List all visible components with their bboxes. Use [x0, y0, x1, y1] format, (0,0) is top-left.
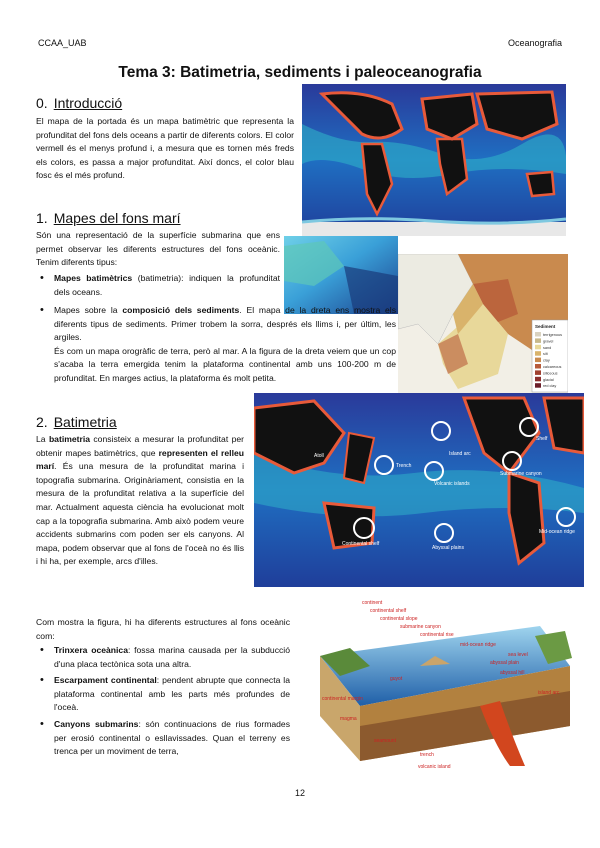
section-number: 1. [36, 210, 48, 226]
bullet-text: Mapes sobre la [54, 305, 123, 315]
bullet-text: : fossa marina causada per la subducció d'una placa tectònica sota una altra. [54, 645, 290, 669]
text-bold: representen el relleu marí [36, 447, 244, 472]
intro-paragraph: El mapa de la portada és un mapa batimètric que representa la profunditat del fons dels oceans a partir de diferents colors. El color vermell és el menys profund i, a mesura que es tornen més freds els colors, es passa a major profunditat. Així doncs, el color blau fosc és el més profund. [36, 116, 294, 181]
legend-swatch [535, 351, 541, 356]
label-island-arc: island arc [538, 690, 560, 696]
list-item [36, 272, 280, 299]
mapes-bullet-list [36, 272, 280, 299]
seafloor-relief-image [284, 236, 398, 314]
bullet-bold: Mapes batimètrics [54, 273, 133, 283]
bullet-text: . El mapa de la dreta ens mostra els diferents tipus de sediments. Primer trobem la sorra, després els llims i, per últim, les argiles. [54, 305, 396, 343]
label-continental-shelf: continental shelf [370, 608, 407, 614]
legend-label: siliceous [543, 371, 558, 376]
text-run: . És una mesura de la profunditat marina i topografia submarina. Originàriament, consistia en la mesura de la profunditat relativa a la superfície del mar. Actualment aquesta ciència ha evolucionat molt cap a la topografia submarina. Amb això podem veure accidents submarins com poden ser els canyons. Al mapa, podem observar que al fons de l'oceà no és llis i hi ha, per exemple, arcs d'illes. [36, 461, 244, 567]
label-sea-level: sea level [508, 652, 528, 658]
mapes-bullet-2 [36, 304, 396, 386]
bullet-bold: composició dels sediments [122, 305, 240, 315]
bathymetric-world-map-top [302, 84, 566, 236]
section-heading-batimetria [36, 414, 117, 430]
bathymetric-world-map-features [254, 393, 584, 587]
label-magma: magma [340, 716, 357, 722]
label-continental-rise: continental rise [420, 632, 454, 638]
list-item [36, 674, 290, 715]
section-number: 2. [36, 414, 48, 430]
label-submarine-canyon: submarine canyon [400, 624, 441, 630]
section-heading-intro [36, 95, 122, 111]
label-abyssal-plain: abyssal plain [490, 660, 519, 666]
list-item [36, 304, 396, 345]
label-guyot: guyot [390, 676, 403, 682]
page-title: Tema 3: Batimetria, sediments i paleoceanografia [118, 64, 482, 81]
page-number: 12 [294, 788, 305, 798]
bullet-bold: Canyons submarins [54, 718, 139, 729]
structures-intro: Com mostra la figura, hi ha diferents estructures al fons oceànic com: [36, 617, 290, 641]
section-number: 0. [36, 95, 48, 111]
map-label-trench: Trench [396, 463, 412, 469]
label-mid-ocean-ridge: mid-ocean ridge [460, 642, 496, 648]
bullet-text: (batimetria): indiquen la profunditat dels oceans. [54, 273, 280, 297]
bullet-continuation: És com un mapa orogràfic de terra, però al mar. A la figura de la dreta veiem que un cop s'acaba la terra emergida tenim la plataforma continental amb uns 100-200 m de profunditat. En marges actius, la plataforma és molt petita. [54, 345, 396, 383]
label-volcanic-island: volcanic island [418, 764, 451, 770]
legend-swatch [535, 338, 541, 343]
legend-label: clay [543, 358, 550, 363]
bullet-marker: • [40, 304, 44, 316]
bullet-bold: Trinxera oceànica [54, 645, 128, 655]
bullet-text: : són continuacions de rius formades per erosió continental o esllavissades. Quan el terreny es trenca per un moviment de terra, [54, 718, 291, 757]
section-heading-mapes [36, 210, 181, 226]
list-item [36, 644, 290, 671]
legend-label: terrigenous [543, 333, 562, 337]
legend-label: silt [543, 352, 548, 357]
section-label: Batimetria [53, 414, 117, 430]
map-label-atoll: Atoll [314, 453, 324, 459]
legend-label: sand [543, 345, 552, 350]
mapes-paragraph: Són una representació de la superfície submarina que ens permet observar les diferents estructures del fons oceànic. Tenim diferents tipus: [36, 230, 280, 268]
text-bold: batimetria [48, 434, 91, 444]
map-label-island-arc: Island arc [449, 451, 471, 457]
text-run: La [36, 434, 49, 444]
section-label: Mapes del fons marí [53, 210, 181, 226]
label-continental-slope: continental slope [380, 616, 418, 622]
structures-bullet-list [36, 644, 290, 759]
sediment-legend-title: Sediment [535, 324, 556, 329]
header-right: Oceanografia [507, 38, 562, 48]
map-label-continental-shelf: Continental shelf [342, 541, 380, 547]
label-abyssal-hill: abyssal hill [500, 670, 525, 676]
legend-swatch [535, 383, 541, 388]
legend-swatch [535, 370, 541, 375]
map-label-mid-ocean: Mid-ocean ridge [539, 529, 575, 535]
label-continent: continent [362, 600, 383, 606]
legend-label: gravel [543, 339, 554, 344]
legend-swatch [535, 345, 541, 350]
label-seamount: seamount [374, 738, 396, 744]
text-run: consisteix a mesurar la profunditat per obtenir mapes batimètrics, que [36, 434, 244, 458]
map-label-abyssal: Abyssal plains [432, 545, 464, 551]
legend-label: red clay [543, 384, 557, 389]
batimetria-paragraph [36, 433, 244, 569]
bullet-text: : pendent abrupte que connecta la plataforma continental amb les parts més profundes de l'oceà. [54, 675, 290, 713]
map-label-shelf: Shelf [536, 436, 548, 442]
legend-swatch [535, 364, 541, 369]
legend-swatch [535, 332, 541, 337]
map-label-volcanic: Volcanic islands [434, 481, 470, 487]
bullet-bold: Escarpament continental [54, 675, 157, 686]
legend-swatch [535, 358, 541, 363]
map-label-submarine-canyon: Submarine canyon [500, 471, 542, 477]
section-label: Introducció [53, 95, 123, 111]
sediment-map [398, 254, 568, 396]
legend-label: glacial [543, 377, 554, 382]
label-trench: trench [420, 752, 434, 758]
legend-swatch [535, 377, 541, 382]
label-continental-margin: continental margin [322, 696, 363, 702]
ocean-floor-diagram [300, 596, 586, 776]
header-left: CCAA_UAB [38, 38, 87, 48]
legend-label: calcareous [543, 365, 562, 369]
list-item [36, 718, 290, 759]
